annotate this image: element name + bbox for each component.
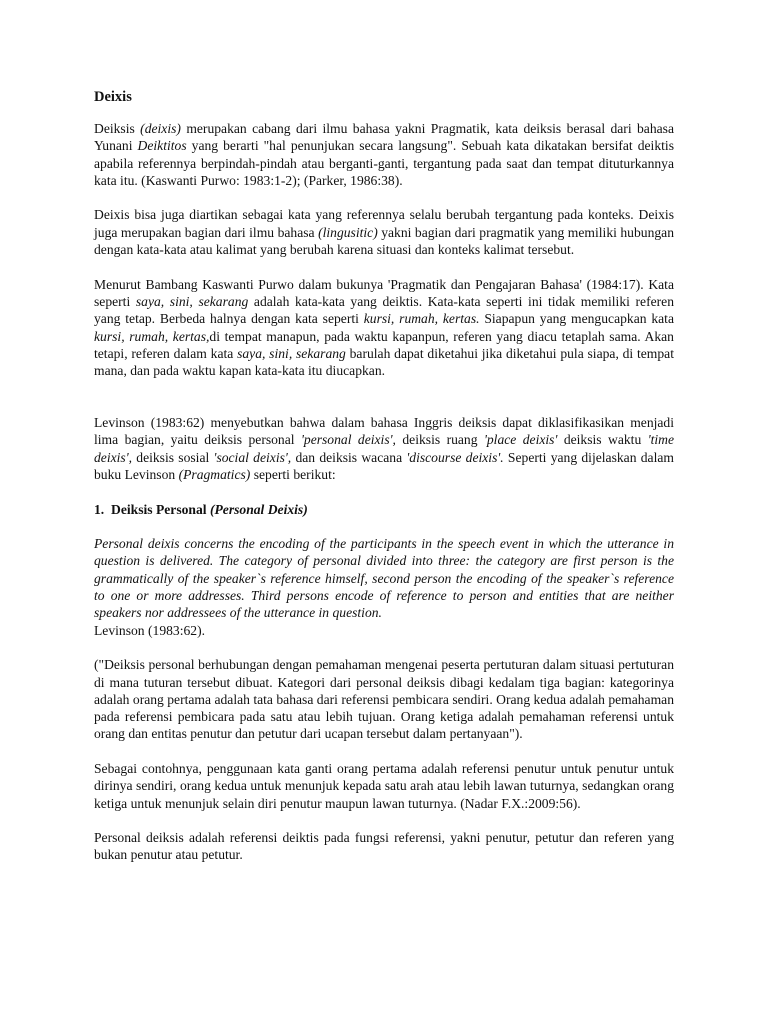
- levinson-quote: Personal deixis concerns the encoding of the participants in the speech event in which the utterance in question is delivered. The category of personal divided into three: the category are first person is the grammatically of the speaker`s reference himself, second person the encoding of the speaker`s reference to one or more addresses. Third persons encode of reference to person and entities that are neither speakers nor addressees of the utterance in question.: [94, 536, 674, 621]
- text-run: seperti berikut:: [250, 466, 336, 482]
- italic-text-run: kursi, rumah, kertas,: [94, 328, 210, 344]
- text-run: Siapapun yang mengucapkan kata: [479, 311, 674, 327]
- text-run: barulah dapat diketahui jika diketahui pula siapa, di tempat mana, dan pada waktu kapan kata-kata itu diucapkan.: [94, 345, 674, 379]
- text-run: Levinson (1983:62) menyebutkan bahwa dalam bahasa Inggris deiksis dapat diklasifikasikan menjadi lima bagian, yaitu deiksis personal: [94, 415, 674, 448]
- paragraph-deiksis-definition: [94, 120, 674, 189]
- section-label: Deiksis Personal: [111, 501, 207, 517]
- italic-text-run: 'time deixis',: [94, 432, 674, 465]
- text-run: yang berarti "hal penunjukan secara langsung". Sebuah kata dikatakan bersifat deiktis apabila referennya berpindah-pindah atau berganti-ganti, tergantung pada saat dan tempat dituturkannya kata itu. (Kaswanti Purwo: 1983:1-2); (Parker, 1986:38).: [94, 138, 674, 188]
- paragraph-gap: [94, 639, 674, 656]
- paragraph-deixis-context: [94, 206, 674, 258]
- paragraph-personal-deixis-summary: Personal deiksis adalah referensi deiktis pada fungsi referensi, yakni penutur, petutur dan referen yang bukan penutur atau petutur.: [94, 830, 674, 863]
- italic-text-run: saya, sini, sekarang: [135, 293, 249, 309]
- text-run: Deiksis: [94, 121, 141, 136]
- paragraph-gap: [94, 483, 674, 500]
- section-number: 1.: [94, 501, 105, 517]
- paragraph-gap: [94, 258, 674, 275]
- text-run: merupakan cabang dari ilmu bahasa yakni Pragmatik, kata deiksis berasal dari bahasa Yunani: [94, 121, 674, 154]
- paragraph-gap: [94, 518, 674, 535]
- paragraph-gap: [94, 743, 674, 760]
- italic-text-run: (lingusitic): [318, 224, 378, 240]
- text-run: yakni bagian dari pragmatik yang memiliki hubungan dengan kata-kata atau kalimat yang berubah karena situasi dan konteks kalimat tersebut.: [94, 224, 674, 258]
- italic-text-run: 'discourse deixis'.: [406, 449, 504, 465]
- section-label-english: (Personal Deixis): [209, 501, 308, 517]
- italic-text-run: (deixis): [140, 121, 181, 136]
- text-run: dan deiksis wacana: [291, 449, 407, 465]
- text-run: Seperti yang dijelaskan dalam buku Levinson: [94, 449, 674, 482]
- section-heading-personal-deixis: [94, 501, 674, 518]
- text-run: deiksis ruang: [395, 432, 484, 448]
- italic-text-run: (Pragmatics): [178, 466, 251, 482]
- text-run: adalah kata-kata yang deiktis. Kata-kata seperti ini tidak memiliki referen yang tetap. Berbeda halnya dengan kata seperti: [94, 293, 674, 327]
- paragraph-kaswanti-purwo: [94, 276, 674, 380]
- italic-text-run: 'personal deixis',: [300, 432, 396, 448]
- italic-text-run: 'place deixis': [483, 432, 558, 448]
- paragraph-gap: [94, 189, 674, 206]
- text-run: di tempat manapun, pada waktu kapanpun, referen yang diacu tetaplah sama. Akan tetapi, referen dalam kata: [94, 328, 674, 361]
- paragraph-gap: [94, 379, 674, 414]
- text-run: Deixis bisa juga diartikan sebagai kata yang referennya selalu berubah tergantung pada konteks. Deixis juga merupakan bagian dari ilmu bahasa: [94, 207, 674, 240]
- text-run: Menurut Bambang Kaswanti Purwo dalam bukunya 'Pragmatik dan Pengajaran Bahasa' (1984:17). Kata seperti: [94, 276, 674, 309]
- paragraph-translation: ("Deiksis personal berhubungan dengan pemahaman mengenai peserta pertuturan dalam situasi pertuturan di mana tuturan tersebut dibuat. Kategori dari personal deiksis dibagi kedalam tiga bagian: kategorinya adalah orang pertama adalah tata bahasa dari referensi pembicara sendiri. Orang kedua adalah pemahaman pada referensi pembicara pada satu atau lebih tujuan. Orang ketiga adalah pemahaman referensi untuk orang dan entitas penutur dan petutur dari ucapan tersebut dalam pertanyaan").: [94, 657, 674, 742]
- quote-citation: Levinson (1983:62).: [94, 622, 206, 638]
- italic-text-run: 'social deixis',: [213, 449, 292, 465]
- paragraph-example: Sebagai contohnya, penggunaan kata ganti orang pertama adalah referensi penutur untuk penutur untuk dirinya sendiri, orang kedua untuk menunjuk kepada satu arah atau lebih lawan tuturnya, sedangkan orang ketiga untuk menunjuk selain diri penutur maupun lawan tuturnya. (Nadar F.X.:2009:56).: [94, 760, 674, 811]
- text-run: deiksis waktu: [557, 432, 648, 448]
- document-title: Deixis: [94, 89, 132, 105]
- italic-text-run: kursi, rumah, kertas.: [363, 311, 480, 327]
- paragraph-levinson-classification: [94, 414, 674, 483]
- paragraph-gap: [94, 812, 674, 829]
- italic-text-run: saya, sini, sekarang: [237, 345, 346, 361]
- italic-text-run: Deiktitos: [137, 138, 187, 154]
- text-run: deiksis sosial: [132, 449, 214, 465]
